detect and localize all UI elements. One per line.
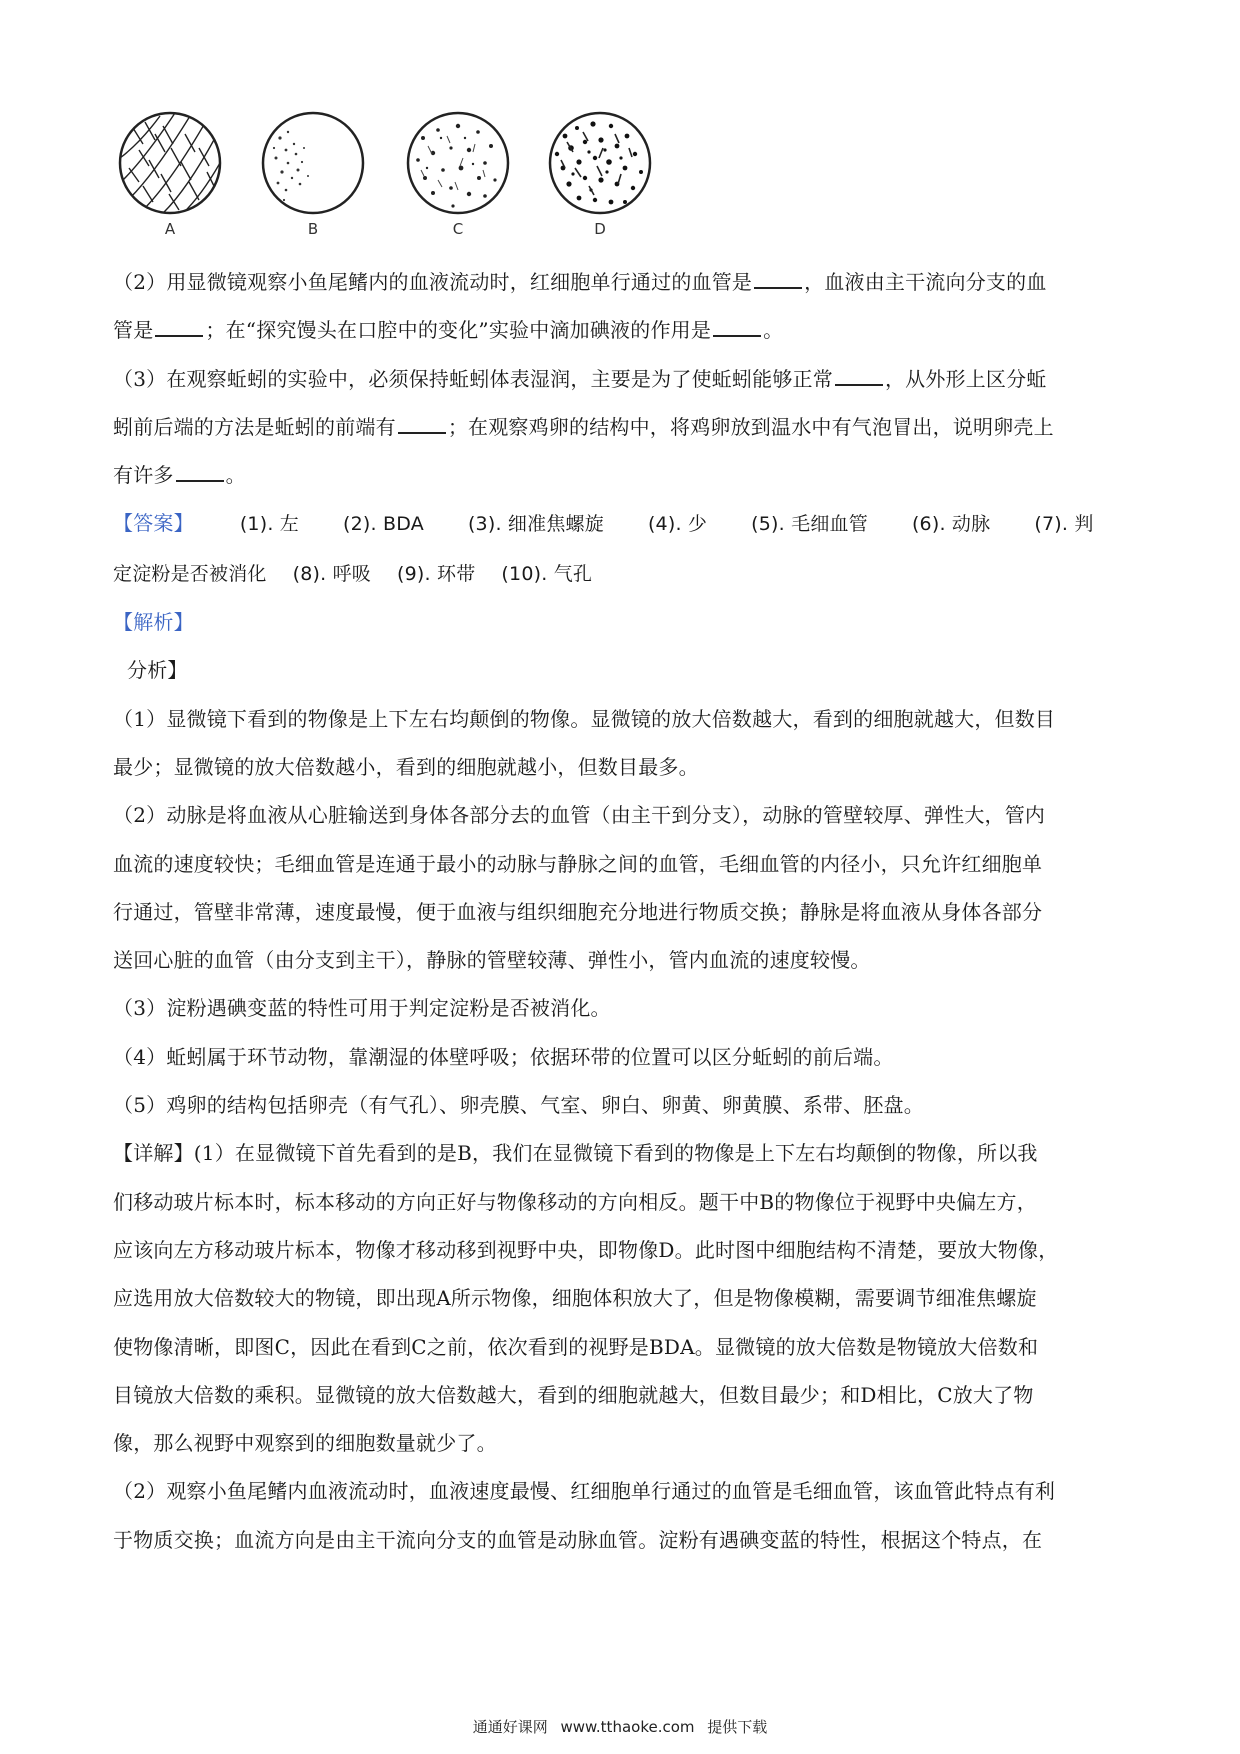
answer-item: (3). 细准焦螺旋 — [467, 513, 604, 536]
analysis-line: （4）蚯蚓属于环节动物，靠潮湿的体壁呼吸；依据环带的位置可以区分蚯蚓的前后端。 — [113, 1044, 894, 1069]
q3-blank-2 — [398, 416, 446, 434]
q3-blank-3 — [176, 464, 224, 482]
q3-text-2: ，从外形上区分蚯 — [884, 366, 1047, 391]
analysis-line: 最少；显微镜的放大倍数越小，看到的细胞就越小，但数目最多。 — [113, 754, 699, 779]
detail-line: 目镜放大倍数的乘积。显微镜的放大倍数越大，看到的细胞就越大，但数目最少；和D相比，C放大了物 — [113, 1382, 1034, 1407]
analysis-heading — [113, 598, 1133, 646]
analysis-tag: 【解析】 — [113, 610, 194, 635]
q2-text-3: 管是 — [113, 318, 154, 343]
figure-c — [398, 108, 518, 238]
detail-line: 【详解】(1）在显微镜下首先看到的是B，我们在显微镜下看到的物像是上下左右均颠倒的物像，所以我 — [113, 1141, 1038, 1166]
detail-line: 于物质交换；血流方向是由主干流向分支的血管是动脉血管。淀粉有遇碘变蓝的特性，根据这个特点，在 — [113, 1527, 1043, 1552]
detail-line: 们移动玻片标本时，标本移动的方向正好与物像移动的方向相反。题干中B的物像位于视野中央偏左方， — [113, 1189, 1037, 1214]
question-3-cont-2 — [113, 451, 1133, 499]
answer-row-1 — [113, 499, 1133, 548]
answer-item: (10). 气孔 — [501, 562, 593, 585]
analysis-line: 血流的速度较快；毛细血管是连通于最小的动脉与静脉之间的血管，毛细血管的内径小，只允许红细胞单 — [113, 851, 1043, 876]
q3-text-5: 有许多 — [113, 463, 174, 488]
answer-item: (4). 少 — [647, 513, 708, 536]
q3-text-6: 。 — [225, 463, 246, 488]
page-content — [113, 258, 1133, 1564]
analysis-line: 送回心脏的血管（由分支到主干），静脉的管壁较薄、弹性小，管内血流的速度较慢。 — [113, 948, 871, 973]
answer-tag: 【答案】 — [113, 511, 194, 536]
q3-text-3: 蚓前后端的方法是蚯蚓的前端有 — [113, 414, 396, 439]
figure-a — [110, 108, 230, 238]
microscope-view-b-image — [258, 108, 368, 218]
answer-item: (5). 毛细血管 — [751, 513, 868, 536]
q3-text-4: ；在观察鸡卵的结构中，将鸡卵放到温水中有气泡冒出，说明卵壳上 — [447, 414, 1054, 439]
microscope-view-a-image — [115, 108, 225, 218]
analysis-line: （5）鸡卵的结构包括卵壳（有气孔）、卵壳膜、气室、卵白、卵黄、卵黄膜、系带、胚盘。 — [113, 1093, 924, 1118]
figure-d — [540, 108, 660, 238]
answer-item: (1). 左 — [239, 513, 300, 536]
q3-blank-1 — [835, 368, 883, 386]
answer-item: (8). 呼吸 — [292, 562, 372, 585]
figure-c-label: C — [452, 220, 464, 238]
figure-a-label: A — [164, 220, 176, 238]
question-3 — [113, 355, 1133, 403]
question-2-cont — [113, 306, 1133, 354]
answer-item: (9). 环带 — [397, 562, 476, 585]
detail-line: 使物像清晰，即图C，因此在看到C之前，依次看到的视野是BDA。显微镜的放大倍数是物镜放大倍数和 — [113, 1334, 1039, 1359]
answer-row-2 — [113, 549, 1133, 598]
page-footer — [0, 1716, 1240, 1737]
q2-blank-3 — [713, 319, 761, 337]
microscope-figures — [110, 108, 750, 248]
question-3-cont — [113, 403, 1133, 451]
figure-b — [253, 108, 373, 238]
footer-url[interactable]: www.tthaoke.com — [560, 1718, 695, 1736]
question-2 — [113, 258, 1133, 306]
analysis-line: 行通过，管壁非常薄，速度最慢，便于血液与组织细胞充分地进行物质交换；静脉是将血液从身体各部分 — [113, 899, 1043, 924]
q2-blank-2 — [155, 319, 203, 337]
detail-line: 应选用放大倍数较大的物镜，即出现A所示物像，细胞体积放大了，但是物像模糊，需要调节细准焦螺旋 — [113, 1286, 1037, 1311]
analysis-line: （3）淀粉遇碘变蓝的特性可用于判定淀粉是否被消化。 — [113, 996, 611, 1021]
footer-suffix: 提供下载 — [707, 1718, 768, 1736]
detail-line: （2）观察小鱼尾鳍内血液流动时，血液速度最慢、红细胞单行通过的血管是毛细血管，该血管此特点有利 — [113, 1479, 1056, 1504]
figure-b-label: B — [307, 220, 319, 238]
analysis-subheading: 分析】 — [127, 658, 188, 683]
q2-text-5: 。 — [763, 318, 784, 343]
analysis-line: （1）显微镜下看到的物像是上下左右均颠倒的物像。显微镜的放大倍数越大，看到的细胞就越大，但数目 — [113, 706, 1056, 731]
q2-text-1: （2）用显微镜观察小鱼尾鳍内的血液流动时，红细胞单行通过的血管是 — [113, 270, 753, 294]
q2-text-2: ，血液由主干流向分支的血 — [804, 270, 1047, 294]
answer-row-2-lead: 定淀粉是否被消化 — [113, 562, 267, 585]
q2-text-4: ；在“探究馒头在口腔中的变化”实验中滴加碘液的作用是 — [205, 318, 712, 343]
answer-item: (6). 动脉 — [911, 513, 991, 536]
microscope-view-c-image — [403, 108, 513, 218]
answer-item: (7). 判 — [1034, 513, 1094, 536]
q2-blank-1 — [754, 271, 802, 289]
figure-d-label: D — [594, 220, 606, 238]
microscope-view-d-image — [545, 108, 655, 218]
footer-site-name: 通通好课网 — [472, 1718, 548, 1736]
analysis-line: （2）动脉是将血液从心脏输送到身体各部分去的血管（由主干到分支），动脉的管壁较厚、弹性大，管内 — [113, 803, 1046, 828]
q3-text-1: （3）在观察蚯蚓的实验中，必须保持蚯蚓体表湿润，主要是为了使蚯蚓能够正常 — [113, 366, 833, 391]
detail-line: 像，那么视野中观察到的细胞数量就少了。 — [113, 1431, 497, 1456]
answer-item: (2). BDA — [343, 513, 424, 536]
detail-line: 应该向左方移动玻片标本，物像才移动移到视野中央，即物像D。此时图中细胞结构不清楚，要放大物像， — [113, 1237, 1059, 1262]
